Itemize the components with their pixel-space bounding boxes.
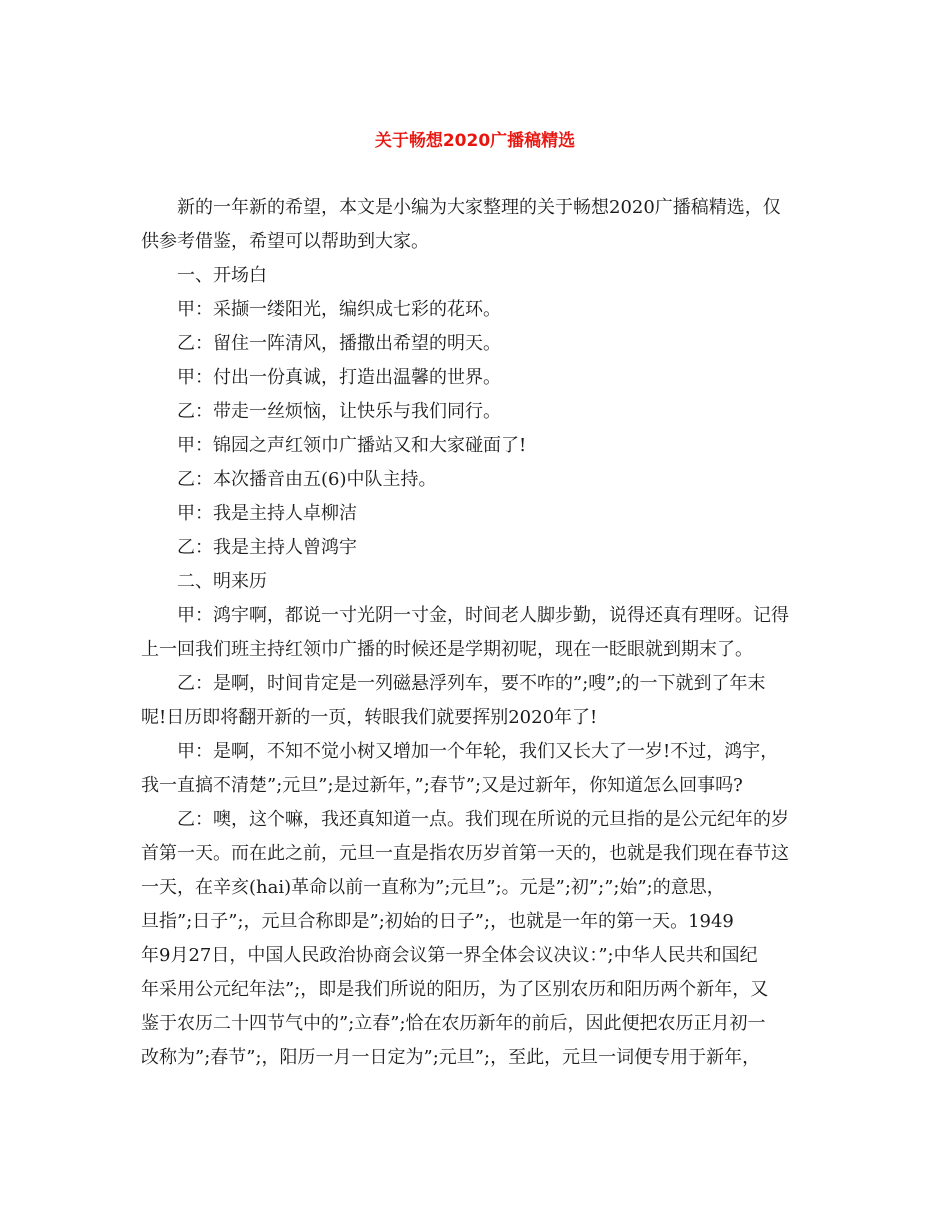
dialogue-line: 乙：本次播音由五(6)中队主持。 (177, 469, 437, 490)
dialogue-paragraph (141, 667, 819, 735)
document-title: 关于畅想2020广播稿精选 (374, 131, 576, 151)
text-line: 首第一天。而在此之前，元旦一直是指农历岁首第一天的，也就是我们现在春节这 (141, 843, 789, 864)
dialogue-line: 乙：带走一丝烦恼，让快乐与我们同行。 (177, 401, 501, 422)
intro-paragraph (141, 191, 819, 259)
text-line: 年9月27日，中国人民政治协商会议第一界全体会议决议：”;中华人民共和国纪 (141, 945, 758, 966)
dialogue-line: 甲：锦园之声红领巾广播站又和大家碰面了! (177, 435, 527, 456)
document-body (141, 191, 819, 1075)
text-line: 甲：鸿宇啊，都说一寸光阴一寸金，时间老人脚步勤，说得还真有理呀。记得 (177, 605, 789, 626)
text-line: 新的一年新的希望，本文是小编为大家整理的关于畅想2020广播稿精选，仅 (177, 197, 781, 218)
dialogue-line: 乙：留住一阵清风，播撒出希望的明天。 (177, 333, 501, 354)
text-line: 呢!日历即将翻开新的一页，转眼我们就要挥别2020年了! (141, 707, 598, 728)
dialogue-line: 甲：我是主持人卓柳洁 (177, 503, 357, 524)
dialogue-line: 乙：我是主持人曾鸿宇 (177, 537, 357, 558)
dialogue-paragraph (141, 803, 819, 1075)
dialogue-line: 甲：采撷一缕阳光，编织成七彩的花环。 (177, 299, 501, 320)
text-line: 甲：是啊，不知不觉小树又增加一个年轮，我们又长大了一岁!不过，鸿宇， (177, 741, 779, 762)
dialogue-paragraph (141, 599, 819, 667)
section-heading: 二、明来历 (177, 571, 267, 592)
text-line: 上一回我们班主持红领巾广播的时候还是学期初呢，现在一眨眼就到期末了。 (141, 639, 753, 660)
text-line: 改称为”;春节”;，阳历一月一日定为”;元旦”;，至此，元旦一词便专用于新年， (141, 1047, 761, 1068)
text-line: 年采用公元纪年法”;，即是我们所说的阳历，为了区别农历和阳历两个新年，又 (141, 979, 769, 1000)
text-line: 乙：是啊，时间肯定是一列磁悬浮列车，要不咋的”;嗖”;的一下就到了年末 (177, 673, 766, 694)
text-line: 一天，在辛亥(hai)革命以前一直称为”;元旦”;。元是”;初”;”;始”;的意思， (141, 877, 725, 898)
text-line: 鉴于农历二十四节气中的”;立春”;恰在农历新年的前后，因此便把农历正月初一 (141, 1013, 766, 1034)
text-line: 供参考借鉴，希望可以帮助到大家。 (141, 231, 429, 252)
text-line: 乙：噢，这个嘛，我还真知道一点。我们现在所说的元旦指的是公元纪年的岁 (177, 809, 789, 830)
dialogue-line: 甲：付出一份真诚，打造出温馨的世界。 (177, 367, 501, 388)
text-line: 旦指”;日子”;，元旦合称即是”;初始的日子”;，也就是一年的第一天。1949 (141, 911, 734, 932)
section-heading: 一、开场白 (177, 265, 267, 286)
text-line: 我一直搞不清楚”;元旦”;是过新年，”;春节”;又是过新年，你知道怎么回事吗? (141, 775, 743, 796)
dialogue-paragraph (141, 735, 819, 803)
